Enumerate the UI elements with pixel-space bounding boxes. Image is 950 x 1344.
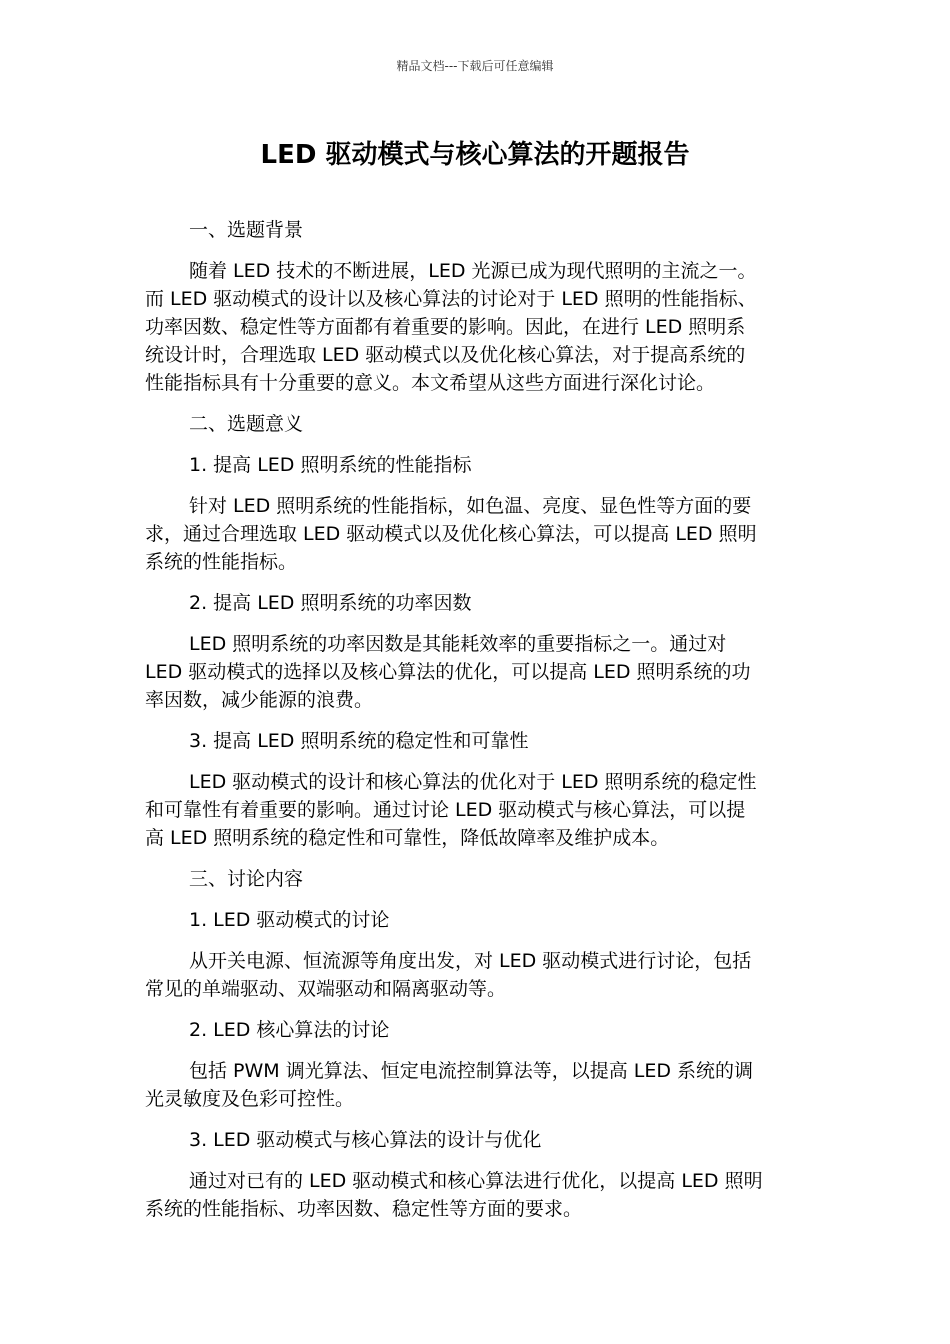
document-title: LED 驱动模式与核心算法的开题报告: [260, 140, 690, 170]
paragraph: [145, 1167, 805, 1223]
section-heading: 一、选题背景: [189, 219, 304, 241]
paragraph-line: 性能指标具有十分重要的意义。本文希望从这些方面进行深化讨论。: [145, 372, 716, 394]
header-note: 精品文档---下载后可任意编辑: [396, 59, 554, 73]
paragraph-line: 高 LED 照明系统的稳定性和可靠性，降低故障率及维护成本。: [145, 827, 670, 849]
paragraph-line: 包括 PWM 调光算法、恒定电流控制算法等，以提高 LED 系统的调: [189, 1060, 754, 1082]
paragraph-line: 系统的性能指标。: [145, 551, 298, 573]
section-heading: 1. LED 驱动模式的讨论: [189, 909, 390, 931]
paragraph: [145, 630, 805, 714]
paragraph-line: 针对 LED 照明系统的性能指标，如色温、亮度、显色性等方面的要: [189, 495, 752, 517]
paragraph-line: 求，通过合理选取 LED 驱动模式以及优化核心算法，可以提高 LED 照明: [145, 523, 757, 545]
paragraph-line: 光灵敏度及色彩可控性。: [145, 1088, 355, 1110]
paragraph: [145, 492, 805, 576]
paragraph-line: 率因数，减少能源的浪费。: [145, 689, 374, 711]
paragraph: [145, 768, 805, 852]
paragraph-line: 随着 LED 技术的不断进展，LED 光源已成为现代照明的主流之一。: [189, 260, 757, 282]
section-heading: 3. 提高 LED 照明系统的稳定性和可靠性: [189, 730, 529, 752]
paragraph: [145, 1057, 805, 1113]
section-heading: 2. LED 核心算法的讨论: [189, 1019, 390, 1041]
document-body: [145, 216, 805, 1236]
paragraph-line: 系统的性能指标、功率因数、稳定性等方面的要求。: [145, 1198, 583, 1220]
paragraph-line: 统设计时，合理选取 LED 驱动模式以及优化核心算法，对于提高系统的: [145, 344, 746, 366]
section-heading: 三、讨论内容: [189, 868, 304, 890]
paragraph-line: 和可靠性有着重要的影响。通过讨论 LED 驱动模式与核心算法，可以提: [145, 799, 746, 821]
paragraph-line: LED 照明系统的功率因数是其能耗效率的重要指标之一。通过对: [189, 633, 727, 655]
paragraph-line: 常见的单端驱动、双端驱动和隔离驱动等。: [145, 978, 507, 1000]
paragraph-line: 通过对已有的 LED 驱动模式和核心算法进行优化，以提高 LED 照明: [189, 1170, 763, 1192]
paragraph-line: 而 LED 驱动模式的设计以及核心算法的讨论对于 LED 照明的性能指标、: [145, 288, 757, 310]
paragraph-line: 从开关电源、恒流源等角度出发，对 LED 驱动模式进行讨论，包括: [189, 950, 752, 972]
paragraph: [145, 947, 805, 1003]
section-heading: 3. LED 驱动模式与核心算法的设计与优化: [189, 1129, 542, 1151]
paragraph-line: 功率因数、稳定性等方面都有着重要的影响。因此，在进行 LED 照明系: [145, 316, 746, 338]
section-heading: 1. 提高 LED 照明系统的性能指标: [189, 454, 472, 476]
section-heading: 二、选题意义: [189, 413, 304, 435]
section-heading: 2. 提高 LED 照明系统的功率因数: [189, 592, 472, 614]
paragraph-line: LED 驱动模式的选择以及核心算法的优化，可以提高 LED 照明系统的功: [145, 661, 751, 683]
paragraph: [145, 257, 805, 397]
paragraph-line: LED 驱动模式的设计和核心算法的优化对于 LED 照明系统的稳定性: [189, 771, 757, 793]
